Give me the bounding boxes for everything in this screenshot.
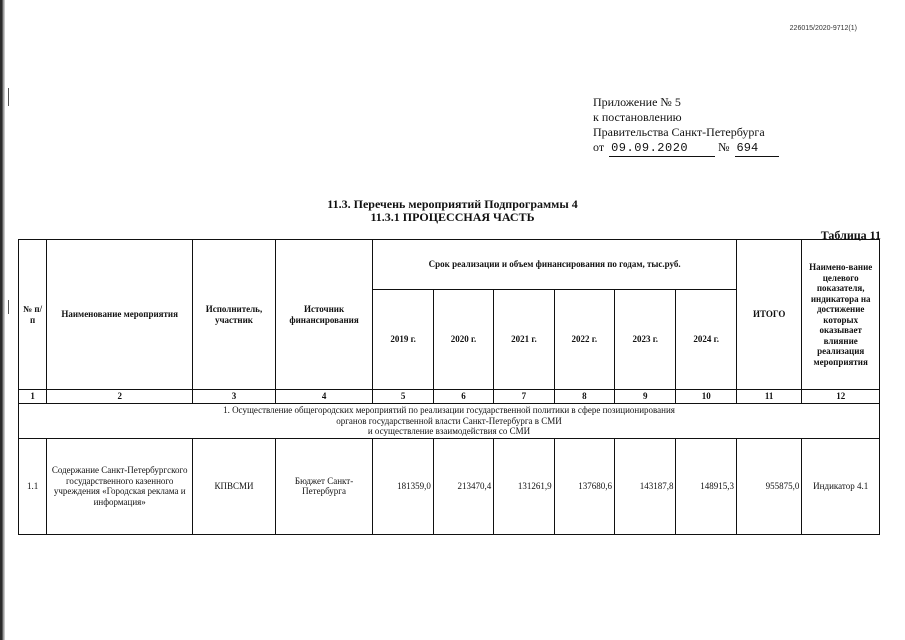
row-num: 1.1: [19, 438, 47, 534]
row-value-2019: 181359,0: [373, 438, 433, 534]
list-title: 11.3. Перечень мероприятий Подпрограммы 4: [327, 197, 578, 211]
document-code: 226015/2020-9712(1): [789, 25, 857, 32]
row-source: Бюджет Санкт-Петербурга: [275, 438, 373, 534]
column-number: 3: [193, 390, 276, 404]
list-subtitle: 11.3.1 ПРОЦЕССНАЯ ЧАСТЬ: [370, 210, 535, 224]
column-number: 11: [736, 390, 801, 404]
column-number: 10: [676, 390, 736, 404]
column-number: 7: [494, 390, 554, 404]
row-value-2023: 143187,8: [615, 438, 676, 534]
row-value-2021: 131261,9: [494, 438, 554, 534]
header-name: Наименование мероприятия: [47, 240, 193, 390]
header-year: 2021 г.: [494, 290, 554, 390]
column-number: 5: [373, 390, 433, 404]
section-title-line-1: 1. Осуществление общегородских мероприятий по реализации государственной политики в сфере позиционирования: [223, 405, 675, 415]
appendix-block: [593, 95, 779, 157]
header-total: ИТОГО: [736, 240, 801, 390]
row-value-2024: 148915,3: [676, 438, 736, 534]
column-number: 2: [47, 390, 193, 404]
resolution-date: 09.09.2020: [609, 141, 715, 157]
row-executor: КПВСМИ: [193, 438, 276, 534]
row-total: 955875,0: [736, 438, 801, 534]
header-indicator: Наимено-вание целевого показателя, индикатора на достижение которых оказывает влияние реализация мероприятия: [802, 240, 880, 390]
scan-artifact: [8, 300, 9, 314]
header-year: 2019 г.: [373, 290, 433, 390]
header-row-1: [19, 240, 880, 290]
header-year: 2022 г.: [554, 290, 614, 390]
resolution-date-line: [593, 140, 779, 157]
header-source: Источник финансирования: [275, 240, 373, 390]
header-period: Срок реализации и объем финансирования по годам, тыс.руб.: [373, 240, 737, 290]
section-row: [19, 404, 880, 439]
column-number: 4: [275, 390, 373, 404]
header-year: 2020 г.: [433, 290, 493, 390]
appendix-line-2: к постановлению: [593, 110, 682, 124]
section-title-line-3: и осуществление взаимодействия со СМИ: [367, 426, 531, 436]
row-value-2022: 137680,6: [554, 438, 614, 534]
table-row: [19, 438, 880, 534]
scan-left-edge: [0, 0, 5, 640]
measures-table: [18, 239, 880, 535]
section-title: [19, 404, 880, 439]
resolution-number: 694: [735, 141, 779, 157]
table-label: Таблица 11: [820, 228, 881, 242]
row-name: Содержание Санкт-Петербургского государственного казенного учреждения «Городская реклама и информация»: [47, 438, 193, 534]
section-title-line-2: органов государственной власти Санкт-Петербурга в СМИ: [336, 415, 562, 426]
header-year: 2023 г.: [615, 290, 676, 390]
row-indicator: Индикатор 4.1: [802, 438, 880, 534]
header-year: 2024 г.: [676, 290, 736, 390]
column-number: 12: [802, 390, 880, 404]
header-num: № п/п: [19, 240, 47, 390]
column-number-row: [19, 390, 880, 404]
number-prefix: №: [718, 140, 730, 154]
row-value-2020: 213470,4: [433, 438, 493, 534]
appendix-line-3: Правительства Санкт-Петербурга: [593, 125, 765, 139]
scan-artifact: [8, 88, 9, 106]
appendix-line-1: Приложение № 5: [593, 95, 681, 109]
column-number: 1: [19, 390, 47, 404]
date-prefix: от: [593, 140, 605, 154]
column-number: 9: [615, 390, 676, 404]
column-number: 8: [554, 390, 614, 404]
header-executor: Исполнитель, участник: [193, 240, 276, 390]
column-number: 6: [433, 390, 493, 404]
